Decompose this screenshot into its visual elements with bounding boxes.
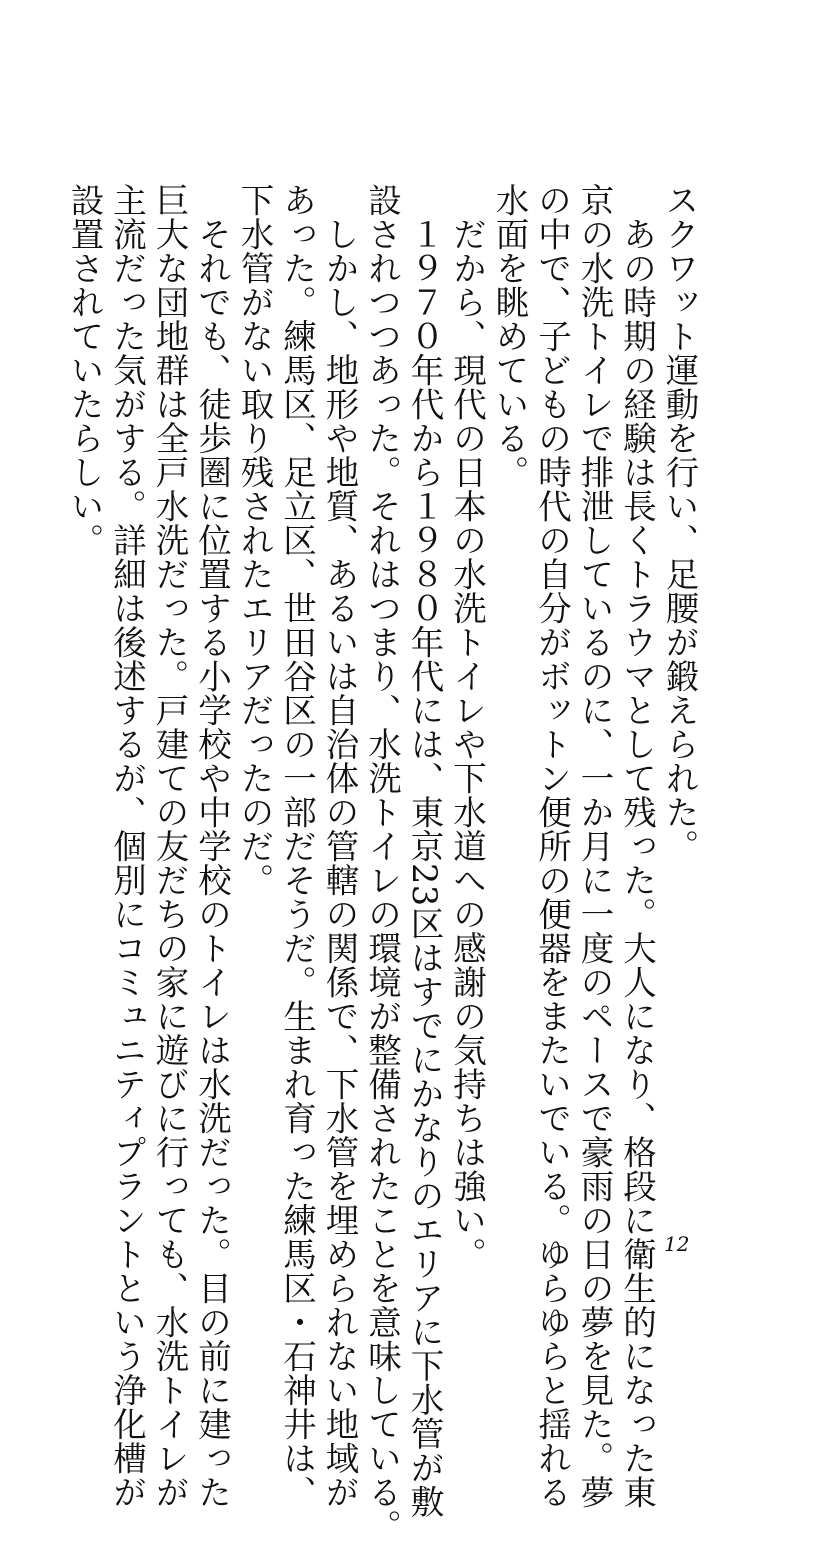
text-line: だから、現代の日本の水洗トイレや下水道への感謝の気持ちは強い。 (447, 183, 487, 1271)
text-line: の中で、子どもの時代の自分がボットン便所の便器をまたいでいる。ゆらゆらと揺れる (532, 183, 572, 1509)
text-line: 京の水洗トイレで排泄しているのに、一か月に一度のペースで豪雨の日の夢を見た。夢 (575, 183, 614, 1509)
text-line: 巨大な団地群は全戸水洗だった。戸建ての友だちの家に遊びに行っても、水洗トイレが (150, 183, 189, 1509)
text-line: 水面を眺めている。 (490, 183, 529, 489)
text-line: あった。練馬区、足立区、世田谷区の一部だそうだ。生まれ育った練馬区・石神井は、 (277, 183, 317, 1509)
text-line: 設されつつあった。それはつまり、水洗トイレの環境が整備されたことを意味している。 (362, 183, 402, 1543)
text-line: 主流だった気がする。詳細は後述するが、個別にコミュニティプラントという浄化槽が (107, 183, 147, 1509)
text-line: スクワット運動を行い、足腰が鍛えられた。 (660, 183, 699, 863)
text-line: それでも、徒歩圏に位置する小学校や中学校のトイレは水洗だった。目の前に建った (192, 183, 232, 1509)
text-line: 設置されていたらしい。 (65, 183, 104, 557)
text-line: 下水管がない取り残されたエリアだったのだ。 (235, 183, 274, 897)
page-number: 12 (664, 1232, 690, 1256)
text-line: １９７０年代から１９８０年代には、東京23区はすでにかなりのエリアに下水管が敷 (405, 183, 444, 1519)
text-line: しかし、地形や地質、あるいは自治体の管轄の関係で、下水管を埋められない地域が (320, 183, 359, 1509)
text-line: あの時期の経験は長くトラウマとして残った。大人になり、格段に衛生的になった東 (617, 183, 657, 1509)
